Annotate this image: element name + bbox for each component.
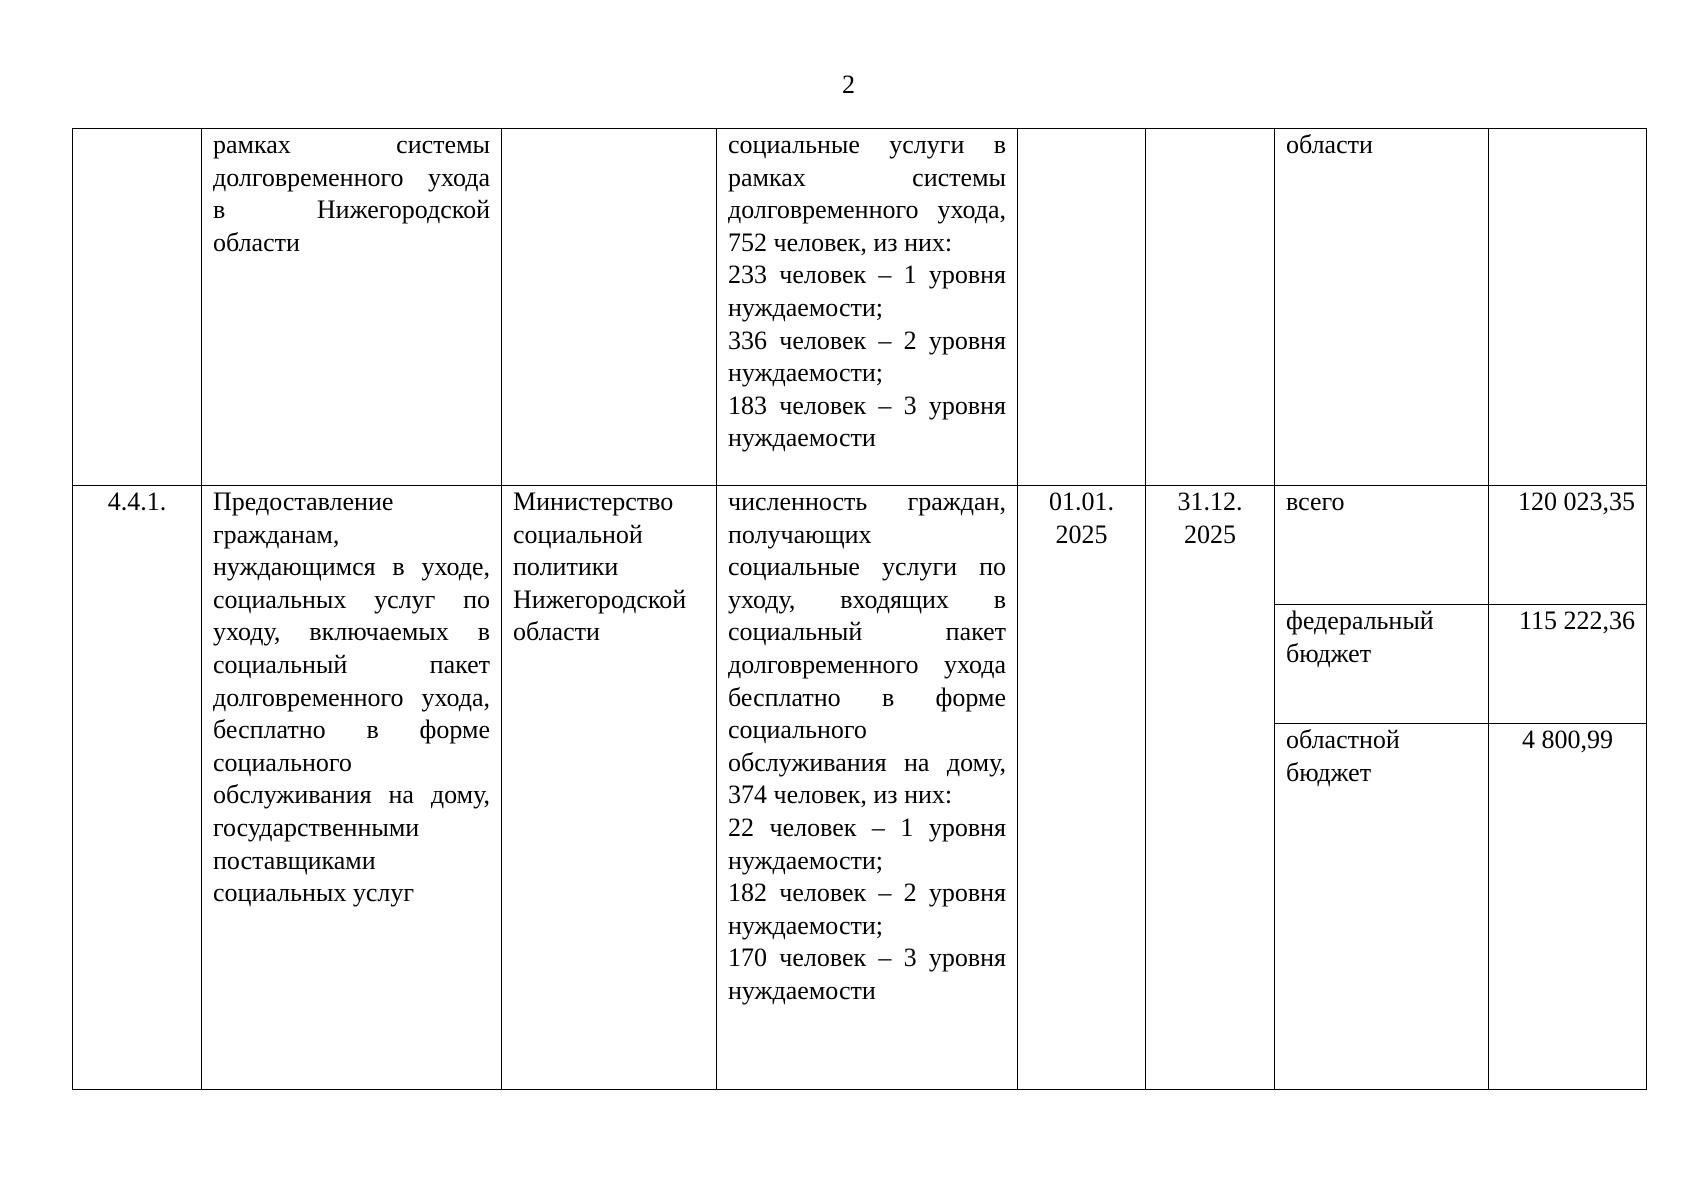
- indicator-level-2: 336 человек – 2 уровня нуждаемости;: [728, 325, 1006, 388]
- cell-amount-continued: [1489, 129, 1647, 486]
- activity-name-text: рамках системы долговременного ухода в Нижегородской области: [213, 130, 490, 257]
- cell-activity-name-continued: [202, 129, 502, 486]
- table-row-continued: [73, 129, 1647, 486]
- indicator-level-1: 22 человек – 1 уровня нуждаемости;: [728, 812, 1006, 875]
- indicator-text: численность граждан, получающих социальные услуги по уходу, входящих в социальный пакет долговременного ухода бесплатно в форме социального обслуживания на дому, 374 человек, из них:: [728, 487, 1006, 810]
- cell-number: 4.4.1.: [73, 486, 202, 1090]
- cell-source-federal: федеральный бюджет: [1275, 605, 1489, 724]
- cell-source-continued: области: [1275, 129, 1489, 486]
- indicator-level-2: 182 человек – 2 уровня нуждаемости;: [728, 878, 1006, 940]
- table-row-4-4-1: [73, 486, 1647, 605]
- cell-executor-continued: [502, 129, 717, 486]
- cell-end-date: 31.12. 2025: [1146, 486, 1275, 1090]
- indicator-level-1: 233 человек – 1 уровня нуждаемости;: [728, 260, 1006, 322]
- indicator-text: социальные услуги в рамках системы долговременного ухода, 752 человек, из них:: [728, 130, 1006, 257]
- cell-start-date: 01.01. 2025: [1018, 486, 1146, 1090]
- program-activities-table: [72, 128, 1647, 1090]
- indicator-level-3: 183 человек – 3 уровня нуждаемости: [728, 390, 1006, 453]
- indicator-level-3: 170 человек – 3 уровня нуждаемости: [728, 943, 1006, 1005]
- cell-source-total: всего: [1275, 486, 1489, 605]
- cell-end-continued: [1146, 129, 1275, 486]
- cell-amount-regional: 4 800,99: [1489, 724, 1647, 1090]
- cell-activity-name: Предоставление гражданам, нуждающимся в уходе, социальных услуг по уходу, включаемых в социальный пакет долговременного ухода, бесплатно в форме социального обслуживания на дому, государственными поставщиками социальных услуг: [202, 486, 502, 1090]
- cell-source-regional: областной бюджет: [1275, 724, 1489, 1090]
- cell-indicator: [717, 486, 1018, 1090]
- cell-number-continued: [73, 129, 202, 486]
- cell-indicator-continued: [717, 129, 1018, 486]
- page-number: 2: [842, 70, 855, 99]
- cell-start-continued: [1018, 129, 1146, 486]
- cell-amount-total: 120 023,35: [1489, 486, 1647, 605]
- cell-amount-federal: 115 222,36: [1489, 605, 1647, 724]
- cell-executor: Министерство социальной политики Нижегородской области: [502, 486, 717, 1090]
